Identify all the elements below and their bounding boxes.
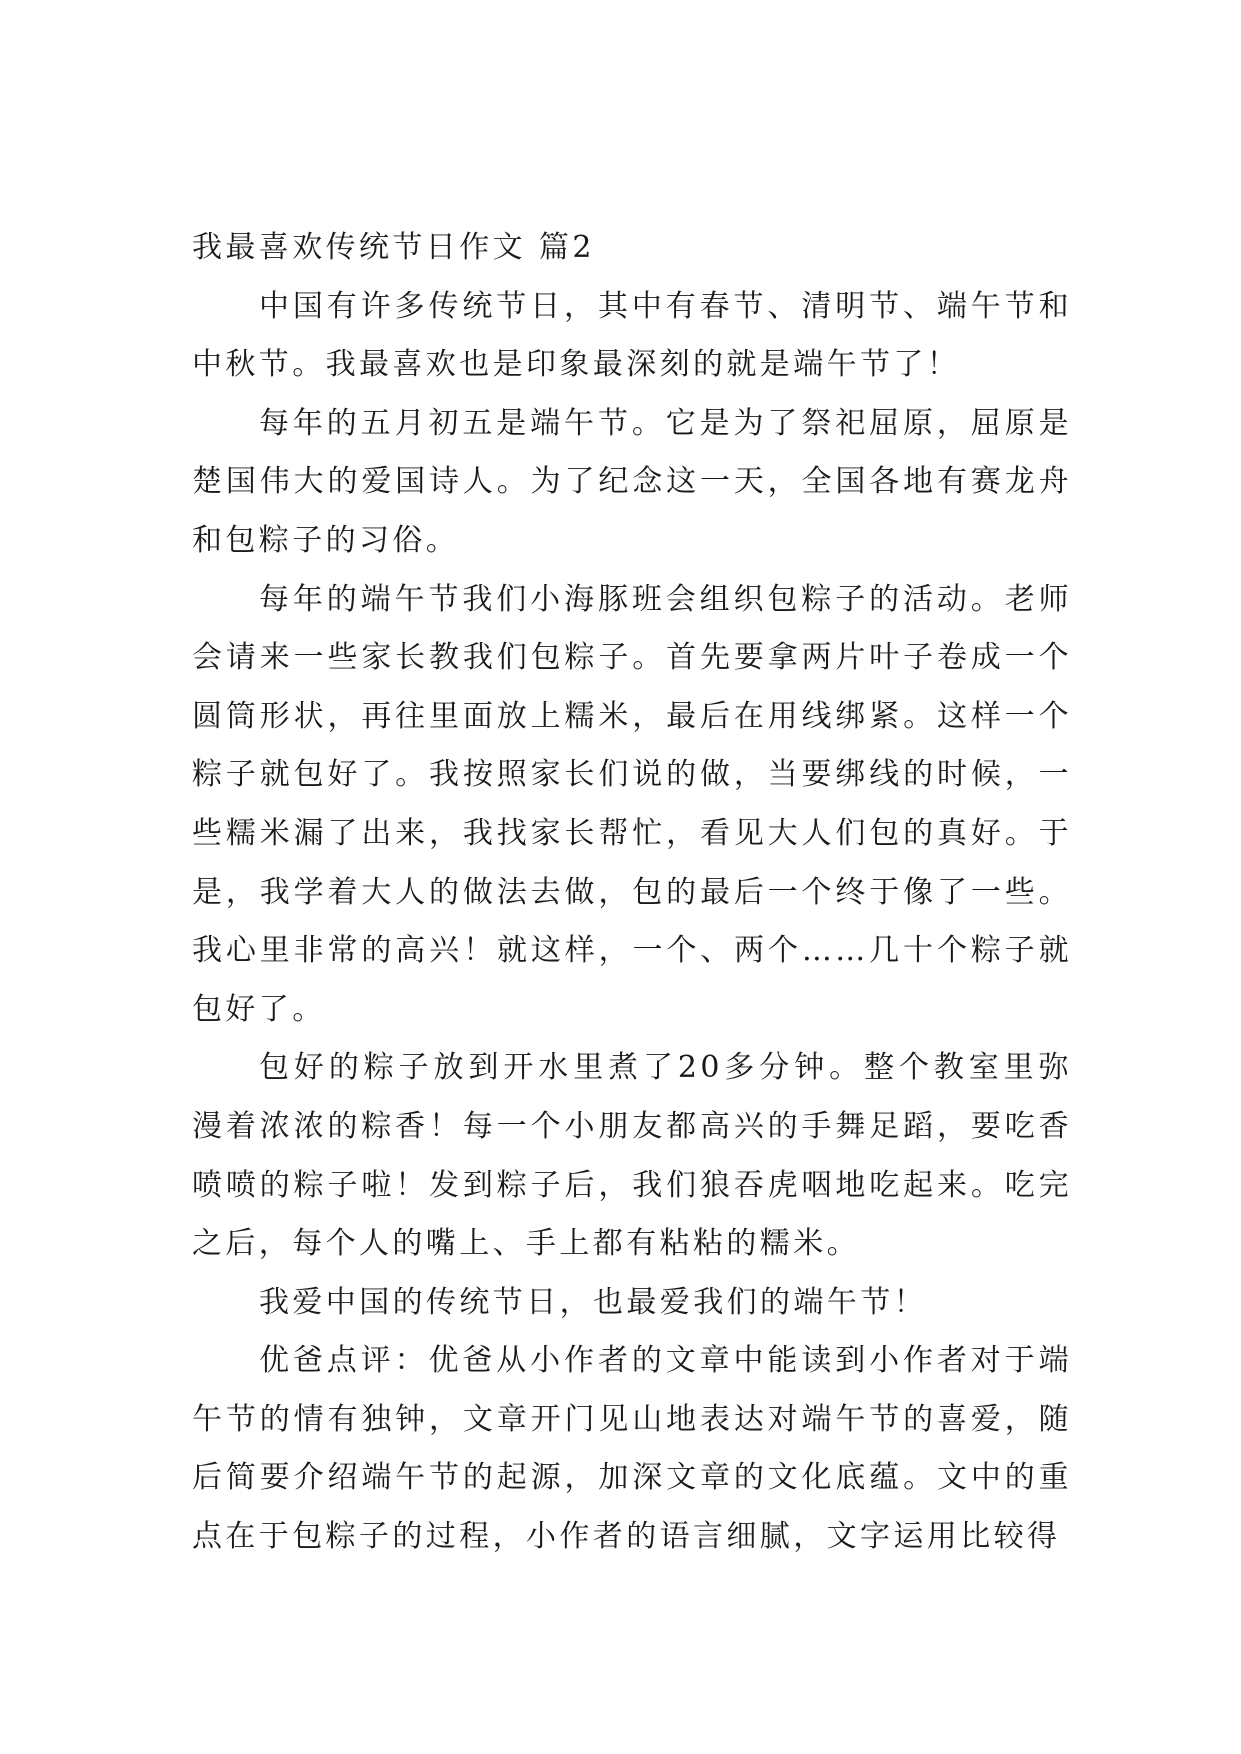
paragraph-origin: 每年的五月初五是端午节。它是为了祭祀屈原，屈原是楚国伟大的爱国诗人。为了纪念这一天，全国各地有赛龙舟和包粽子的习俗。 [192, 405, 1072, 558]
paragraph-intro: 中国有许多传统节日，其中有春节、清明节、端午节和中秋节。我最喜欢也是印象最深刻的就是端午节了！ [192, 288, 1072, 383]
paragraph-activity: 每年的端午节我们小海豚班会组织包粽子的活动。老师会请来一些家长教我们包粽子。首先要拿两片叶子卷成一个圆筒形状，再往里面放上糯米，最后在用线绑紧。这样一个粽子就包好了。我按照家长们说的做，当要绑线的时候，一些糯米漏了出来，我找家长帮忙，看见大人们包的真好。于是，我学着大人的做法去做，包的最后一个终于像了一些。我心里非常的高兴！就这样，一个、两个……几十个粽子就包好了。 [192, 581, 1072, 1027]
article-heading: 我最喜欢传统节日作文 篇2 [192, 230, 595, 265]
article-body [192, 219, 1072, 1567]
paragraph-conclusion: 我爱中国的传统节日，也最爱我们的端午节！ [259, 1284, 927, 1320]
paragraph-cooking: 包好的粽子放到开水里煮了20多分钟。整个教室里弥漫着浓浓的粽香！每一个小朋友都高兴的手舞足蹈，要吃香喷喷的粽子啦！发到粽子后，我们狼吞虎咽地吃起来。吃完之后，每个人的嘴上、手上都有粘粘的糯米。 [192, 1050, 1072, 1262]
paragraph-comment: 优爸点评：优爸从小作者的文章中能读到小作者对于端午节的情有独钟，文章开门见山地表达对端午节的喜爱，随后简要介绍端午节的起源，加深文章的文化底蕴。文中的重点在于包粽子的过程，小作者的语言细腻，文字运用比较得 [192, 1343, 1072, 1555]
